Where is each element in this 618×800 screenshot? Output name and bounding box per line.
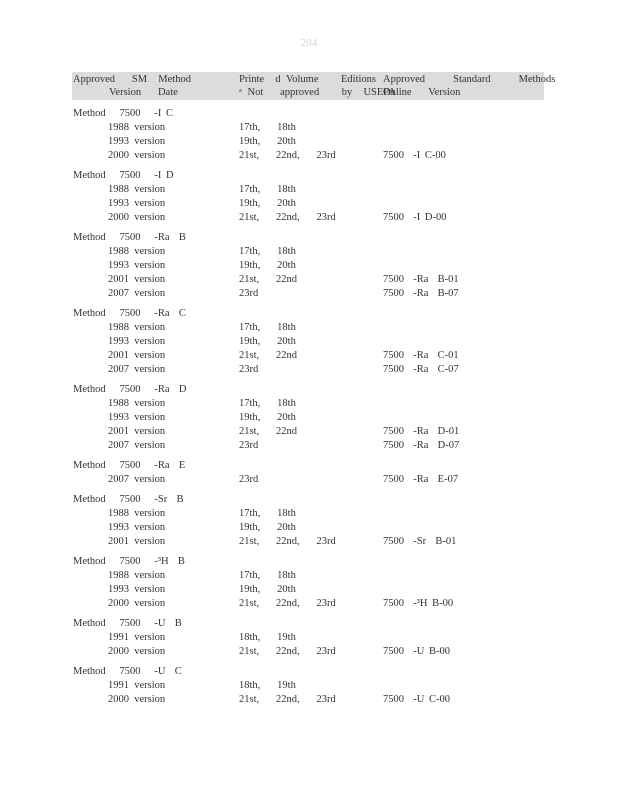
online-version: 7500 -Ra E-07 [383, 474, 459, 485]
version-date: 2007 version [108, 288, 166, 299]
version-date: 2001 version [108, 426, 166, 437]
method-name: Method 7500 -Sr B [73, 494, 184, 505]
online-version: 7500 -U B-00 [383, 646, 450, 657]
printed-editions: 19th, 20th [239, 522, 296, 533]
online-version: 7500 -Ra D-07 [383, 440, 460, 451]
table-row [72, 473, 544, 487]
method-group [72, 459, 544, 487]
version-date: 2000 version [108, 150, 166, 161]
method-name: Method 7500 -I C [73, 108, 174, 119]
method-groups [72, 107, 544, 707]
version-date: 1993 version [108, 198, 166, 209]
method-group [72, 307, 544, 377]
version-date: 1993 version [108, 584, 166, 595]
table-row [72, 273, 544, 287]
table-header [72, 72, 556, 100]
version-date: 1993 version [108, 260, 166, 271]
method-row [72, 107, 544, 121]
version-date: 1993 version [108, 522, 166, 533]
method-row [72, 617, 544, 631]
page-number: 204 [300, 37, 318, 49]
table-row [72, 631, 544, 645]
header-col3-line1: Approved Standard Methods [383, 74, 556, 85]
version-date: 1993 version [108, 136, 166, 147]
method-group [72, 383, 544, 453]
printed-editions: 18th, 19th [239, 632, 296, 643]
printed-editions: 17th, 18th [239, 570, 296, 581]
method-row [72, 383, 544, 397]
table-row [72, 439, 544, 453]
table-row [72, 507, 544, 521]
printed-editions: 21st, 22nd, 23rd [239, 694, 336, 705]
version-date: 2000 version [108, 694, 166, 705]
version-date: 1991 version [108, 680, 166, 691]
online-version: 7500 -U C-00 [383, 694, 450, 705]
method-group [72, 493, 544, 549]
printed-editions: 17th, 18th [239, 184, 296, 195]
method-row [72, 555, 544, 569]
online-version: 7500 -Ra B-07 [383, 288, 459, 299]
printed-editions: 19th, 20th [239, 198, 296, 209]
version-date: 2007 version [108, 440, 166, 451]
printed-editions: 23rd [239, 288, 259, 299]
header-col1-line2: Version Date [109, 87, 178, 98]
version-date: 1991 version [108, 632, 166, 643]
table-row [72, 197, 544, 211]
table-row [72, 135, 544, 149]
printed-editions: 17th, 18th [239, 322, 296, 333]
table-row [72, 425, 544, 439]
table-row [72, 363, 544, 377]
online-version: 7500 -Ra C-01 [383, 350, 459, 361]
online-version: 7500 -I D-00 [383, 212, 447, 223]
printed-editions: 21st, 22nd [239, 350, 298, 361]
method-row [72, 169, 544, 183]
header-printed-volume [239, 73, 396, 99]
method-group [72, 169, 544, 225]
table-row [72, 121, 544, 135]
method-name: Method 7500 -Ra D [73, 384, 187, 395]
method-row [72, 459, 544, 473]
table-row [72, 645, 544, 659]
table-row [72, 535, 544, 549]
printed-editions: 21st, 22nd [239, 426, 298, 437]
printed-editions: 21st, 22nd, 23rd [239, 646, 336, 657]
printed-editions: 17th, 18th [239, 398, 296, 409]
version-date: 1988 version [108, 570, 166, 581]
version-date: 2000 version [108, 598, 166, 609]
table-row [72, 569, 544, 583]
version-date: 2007 version [108, 364, 166, 375]
printed-editions: 18th, 19th [239, 680, 296, 691]
printed-editions: 17th, 18th [239, 246, 296, 257]
table-row [72, 321, 544, 335]
online-version: 7500 -Ra C-07 [383, 364, 459, 375]
printed-editions: 21st, 22nd [239, 274, 298, 285]
header-approved-sm-method [73, 73, 233, 99]
printed-editions: 17th, 18th [239, 508, 296, 519]
printed-editions: 21st, 22nd, 23rd [239, 212, 336, 223]
method-row [72, 665, 544, 679]
method-group [72, 665, 544, 707]
version-date: 2000 version [108, 646, 166, 657]
header-col2-line1: Printe d Volume Editions [239, 74, 376, 85]
method-name: Method 7500 -U C [73, 666, 182, 677]
version-date: 2001 version [108, 536, 166, 547]
table-row [72, 521, 544, 535]
printed-editions: 21st, 22nd, 23rd [239, 536, 336, 547]
version-date: 1988 version [108, 184, 166, 195]
printed-editions: 23rd [239, 440, 259, 451]
table-row [72, 287, 544, 301]
table-row [72, 411, 544, 425]
table-row [72, 349, 544, 363]
method-group [72, 617, 544, 659]
version-date: 1988 version [108, 508, 166, 519]
method-name: Method 7500 -³H B [73, 556, 185, 567]
version-date: 1988 version [108, 246, 166, 257]
version-date: 1988 version [108, 322, 166, 333]
printed-editions: 21st, 22nd, 23rd [239, 150, 336, 161]
table-row [72, 183, 544, 197]
table-row [72, 397, 544, 411]
version-date: 2007 version [108, 474, 166, 485]
methods-table [72, 72, 556, 707]
header-col3-line2: Online Version [383, 87, 461, 98]
version-date: 2000 version [108, 212, 166, 223]
printed-editions: 19th, 20th [239, 584, 296, 595]
method-row [72, 307, 544, 321]
printed-editions: 23rd [239, 364, 259, 375]
table-row [72, 211, 544, 225]
method-name: Method 7500 -Ra E [73, 460, 186, 471]
header-online-version [383, 73, 556, 99]
method-group [72, 231, 544, 301]
method-name: Method 7500 -I D [73, 170, 174, 181]
printed-editions: 23rd [239, 474, 259, 485]
online-version: 7500 -Ra D-01 [383, 426, 460, 437]
printed-editions: 19th, 20th [239, 412, 296, 423]
method-row [72, 493, 544, 507]
table-row [72, 693, 544, 707]
online-version: 7500 -Ra B-01 [383, 274, 459, 285]
version-date: 1988 version [108, 398, 166, 409]
header-col1-line1: Approved SM Method [73, 74, 191, 85]
table-row [72, 335, 544, 349]
table-row [72, 259, 544, 273]
version-date: 1993 version [108, 412, 166, 423]
method-name: Method 7500 -U B [73, 618, 182, 629]
online-version: 7500 -³H B-00 [383, 598, 454, 609]
version-date: 2001 version [108, 274, 166, 285]
printed-editions: 19th, 20th [239, 260, 296, 271]
online-version: 7500 -I C-00 [383, 150, 446, 161]
printed-editions: 19th, 20th [239, 136, 296, 147]
method-name: Method 7500 -Ra C [73, 308, 186, 319]
online-version: 7500 -Sr B-01 [383, 536, 457, 547]
method-group [72, 555, 544, 611]
printed-editions: 17th, 18th [239, 122, 296, 133]
table-row [72, 583, 544, 597]
version-date: 2001 version [108, 350, 166, 361]
version-date: 1993 version [108, 336, 166, 347]
method-name: Method 7500 -Ra B [73, 232, 186, 243]
method-row [72, 231, 544, 245]
table-row [72, 245, 544, 259]
table-row [72, 149, 544, 163]
header-col2-line2: ᵃ Not approved by USEPA [239, 87, 396, 98]
printed-editions: 21st, 22nd, 23rd [239, 598, 336, 609]
printed-editions: 19th, 20th [239, 336, 296, 347]
table-row [72, 597, 544, 611]
method-group [72, 107, 544, 163]
version-date: 1988 version [108, 122, 166, 133]
table-row [72, 679, 544, 693]
